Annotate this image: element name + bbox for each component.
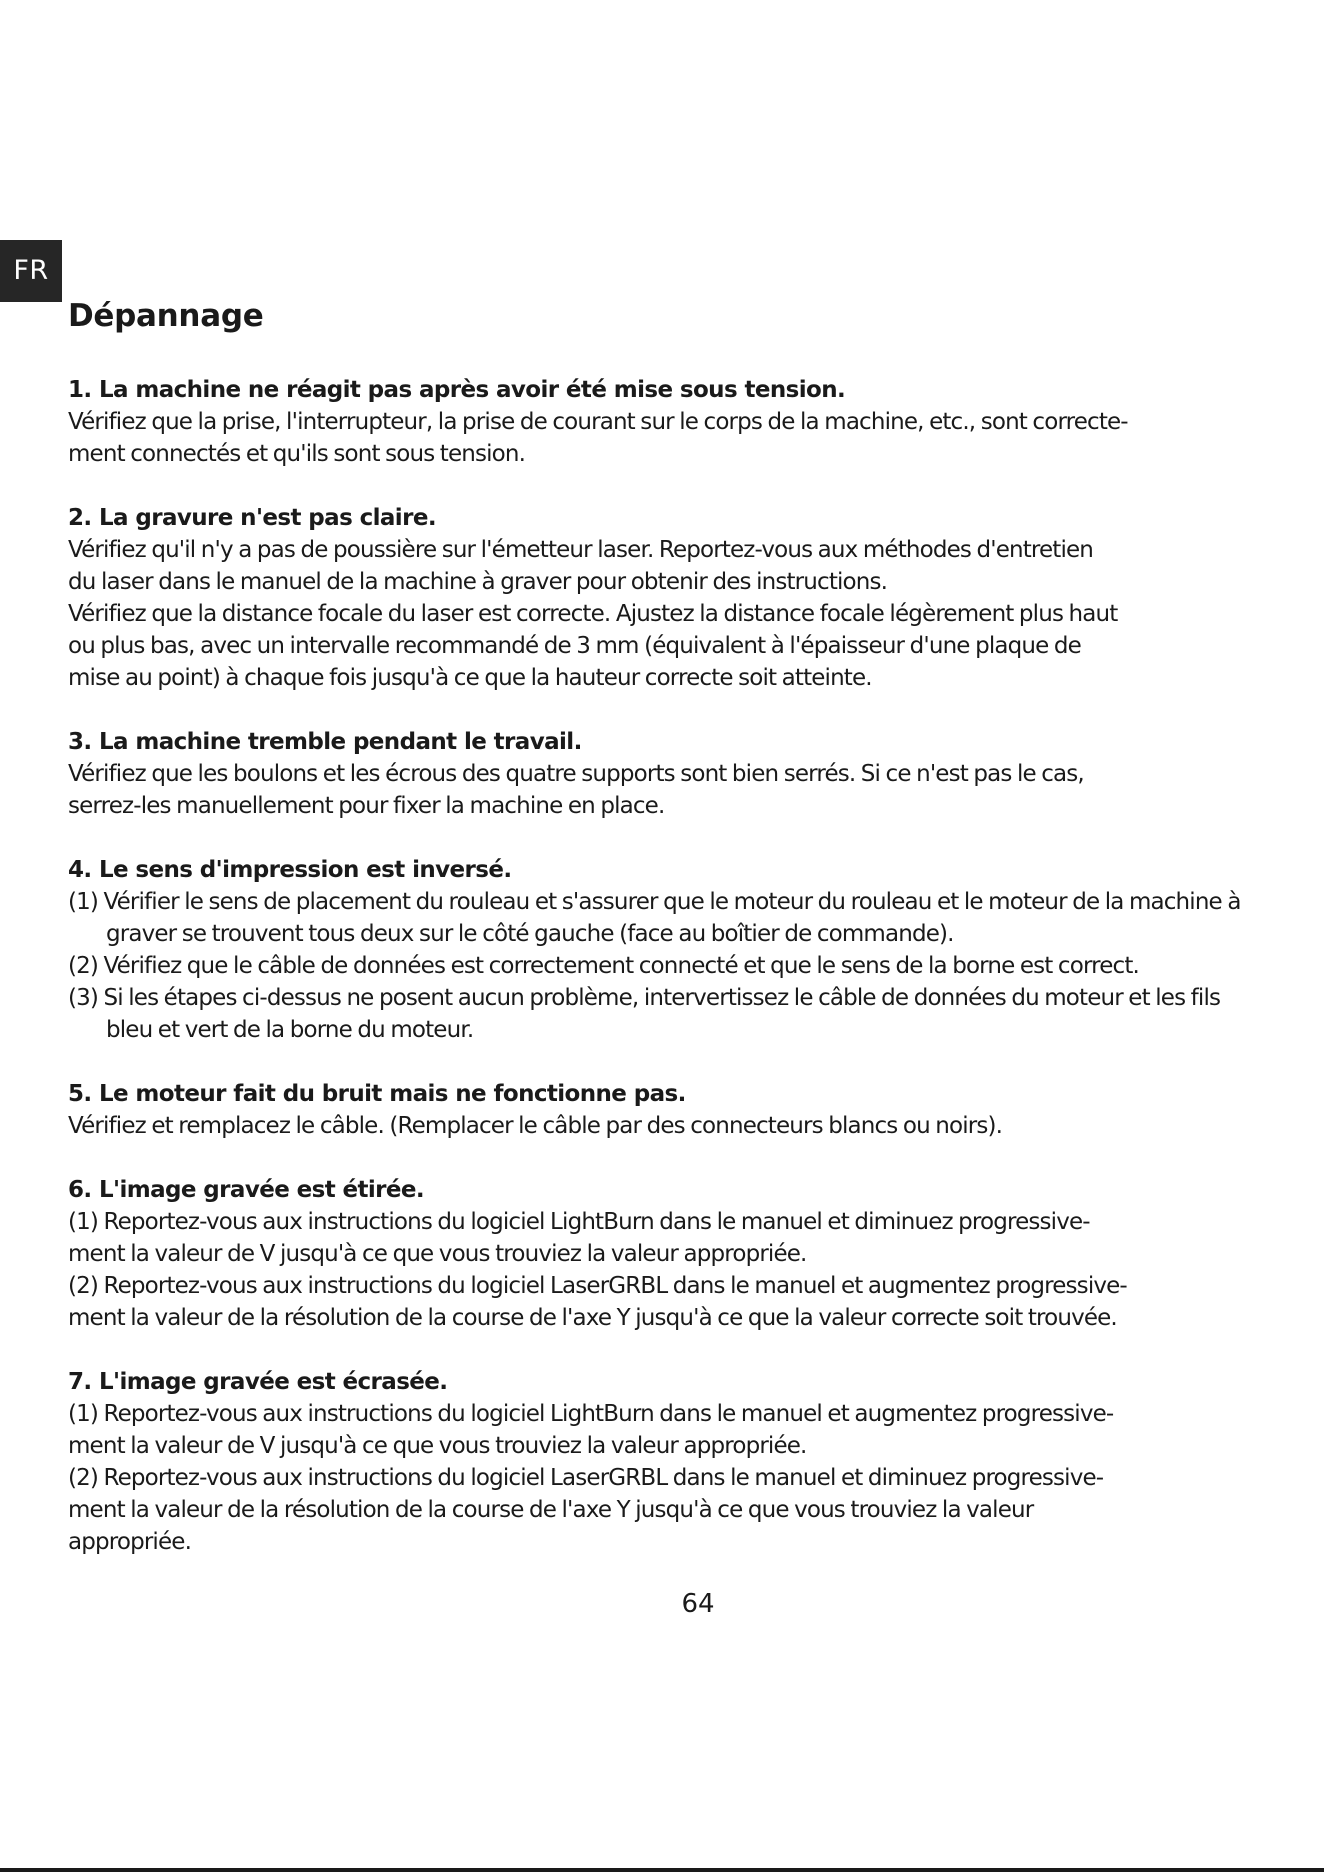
section-5 bbox=[68, 1078, 1268, 1142]
section-title: 4. Le sens d'impression est inversé. bbox=[68, 857, 512, 883]
paragraph-line: ment la valeur de la résolution de la course de l'axe Y jusqu'à ce que la valeur correcte soit trouvée. bbox=[68, 1305, 1117, 1331]
bottom-divider bbox=[0, 1868, 1324, 1872]
paragraph-line: ment la valeur de V jusqu'à ce que vous trouviez la valeur appropriée. bbox=[68, 1241, 807, 1267]
paragraph-line: du laser dans le manuel de la machine à graver pour obtenir des instructions. bbox=[68, 569, 888, 595]
page-title: Dépannage bbox=[68, 298, 264, 334]
section-2 bbox=[68, 502, 1268, 694]
list-item: (3) Si les étapes ci-dessus ne posent aucun problème, intervertissez le câble de données du moteur et les fils bleu et vert de la borne du moteur. bbox=[68, 985, 1221, 1043]
paragraph-line: (1) Reportez-vous aux instructions du logiciel LightBurn dans le manuel et augmentez progressive- bbox=[68, 1401, 1114, 1427]
document-body bbox=[68, 294, 1268, 1590]
section-title: 1. La machine ne réagit pas après avoir été mise sous tension. bbox=[68, 377, 846, 403]
paragraph-line: Vérifiez qu'il n'y a pas de poussière sur l'émetteur laser. Reportez-vous aux méthodes d'entretien bbox=[68, 537, 1094, 563]
paragraph-line: Vérifiez et remplacez le câble. (Remplacer le câble par des connecteurs blancs ou noirs). bbox=[68, 1113, 1003, 1139]
paragraph-line: (1) Reportez-vous aux instructions du logiciel LightBurn dans le manuel et diminuez progressive- bbox=[68, 1209, 1090, 1235]
paragraph-line: (2) Reportez-vous aux instructions du logiciel LaserGRBL dans le manuel et diminuez progressive- bbox=[68, 1465, 1104, 1491]
paragraph-line: Vérifiez que les boulons et les écrous des quatre supports sont bien serrés. Si ce n'est pas le cas, bbox=[68, 761, 1084, 787]
section-title: 2. La gravure n'est pas claire. bbox=[68, 505, 436, 531]
paragraph-line: ment connectés et qu'ils sont sous tension. bbox=[68, 441, 526, 467]
paragraph-line: appropriée. bbox=[68, 1529, 192, 1555]
language-tab: FR bbox=[0, 240, 62, 302]
section-6 bbox=[68, 1174, 1268, 1334]
paragraph-line: (2) Reportez-vous aux instructions du logiciel LaserGRBL dans le manuel et augmentez progressive- bbox=[68, 1273, 1127, 1299]
page-number: 64 bbox=[681, 1589, 715, 1619]
section-1 bbox=[68, 374, 1268, 470]
paragraph-line: serrez-les manuellement pour fixer la machine en place. bbox=[68, 793, 665, 819]
paragraph-line: Vérifiez que la distance focale du laser est correcte. Ajustez la distance focale légèrement plus haut bbox=[68, 601, 1118, 627]
section-title: 5. Le moteur fait du bruit mais ne fonctionne pas. bbox=[68, 1081, 686, 1107]
section-title: 6. L'image gravée est étirée. bbox=[68, 1177, 425, 1203]
paragraph-line: mise au point) à chaque fois jusqu'à ce que la hauteur correcte soit atteinte. bbox=[68, 665, 872, 691]
section-4 bbox=[68, 854, 1268, 1046]
paragraph-line: ment la valeur de la résolution de la course de l'axe Y jusqu'à ce que vous trouviez la valeur bbox=[68, 1497, 1034, 1523]
paragraph-line: Vérifiez que la prise, l'interrupteur, la prise de courant sur le corps de la machine, etc., sont correcte- bbox=[68, 409, 1128, 435]
section-title: 3. La machine tremble pendant le travail. bbox=[68, 729, 582, 755]
paragraph-line: ment la valeur de V jusqu'à ce que vous trouviez la valeur appropriée. bbox=[68, 1433, 807, 1459]
list-item: (1) Vérifier le sens de placement du rouleau et s'assurer que le moteur du rouleau et le moteur de la machine à graver se trouvent tous deux sur le côté gauche (face au boîtier de commande). bbox=[68, 889, 1241, 947]
section-7 bbox=[68, 1366, 1268, 1558]
section-title: 7. L'image gravée est écrasée. bbox=[68, 1369, 448, 1395]
paragraph-line: ou plus bas, avec un intervalle recommandé de 3 mm (équivalent à l'épaisseur d'une plaque de bbox=[68, 633, 1081, 659]
list-item: (2) Vérifiez que le câble de données est correctement connecté et que le sens de la borne est correct. bbox=[68, 953, 1139, 979]
section-3 bbox=[68, 726, 1268, 822]
